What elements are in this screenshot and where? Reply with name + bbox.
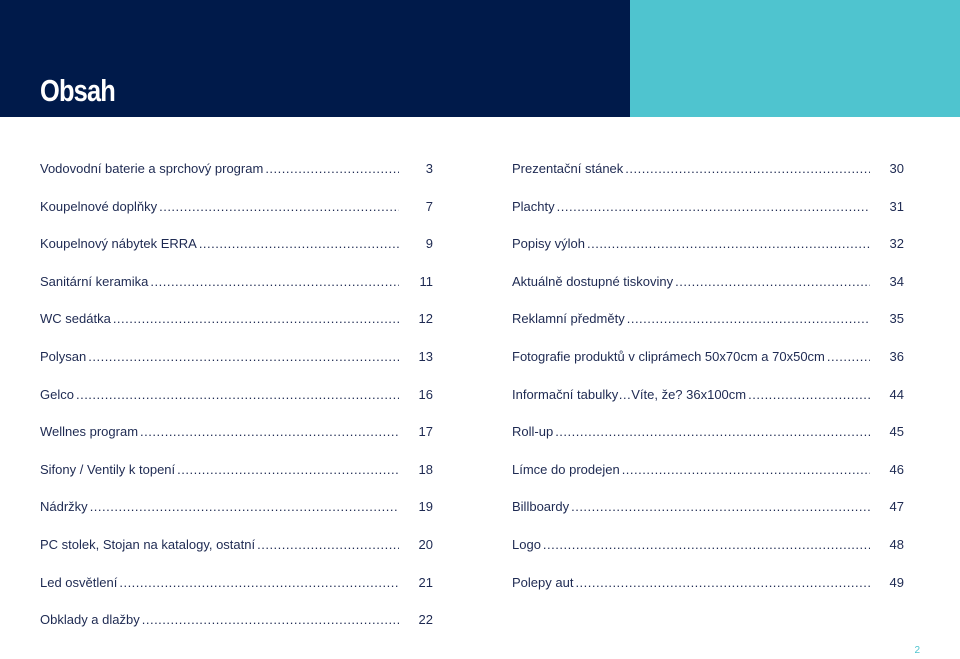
toc-entry-page: 11 — [419, 273, 433, 289]
toc-entry-label: Led osvětlení — [40, 574, 118, 590]
toc-entry-page: 44 — [889, 386, 904, 402]
toc-leader-dots — [675, 270, 870, 294]
toc-entry-page: 35 — [889, 311, 904, 327]
toc-entry-page: 32 — [889, 236, 904, 252]
toc-left-column — [40, 157, 433, 646]
toc-entry-label: PC stolek, Stojan na katalogy, ostatní — [40, 536, 256, 552]
toc-entry-page: 17 — [418, 424, 433, 440]
toc-entry-label: Koupelnový nábytek ERRA — [40, 236, 197, 252]
toc-entry-label: Sifony / Ventily k topení — [40, 461, 176, 477]
toc-entry-page: 20 — [418, 536, 433, 552]
toc-entry-label: Polysan — [40, 348, 87, 364]
toc-leader-dots — [557, 195, 870, 219]
toc-entry[interactable] — [40, 458, 433, 496]
toc-entry-label: Límce do prodejen — [512, 461, 620, 477]
toc-entry-label: Vodovodní baterie a sprchový program — [40, 161, 264, 176]
toc-entry-page: 22 — [418, 612, 433, 628]
toc-leader-dots — [265, 157, 399, 181]
toc-entry[interactable] — [40, 157, 433, 195]
toc-entry-page: 16 — [418, 386, 433, 402]
toc-entry[interactable] — [512, 383, 904, 421]
toc-entry[interactable] — [40, 345, 433, 383]
toc-leader-dots — [748, 383, 870, 407]
toc-entry-page: 47 — [889, 499, 904, 515]
toc-entry[interactable] — [512, 270, 904, 308]
toc-entry-label: Polepy aut — [512, 574, 574, 590]
toc-leader-dots — [90, 495, 399, 519]
toc-leader-dots — [119, 571, 399, 595]
toc-entry-page: 9 — [425, 236, 433, 252]
toc-entry[interactable] — [40, 495, 433, 533]
toc-entry-page: 48 — [889, 536, 904, 552]
toc-leader-dots — [587, 232, 870, 256]
toc-entry[interactable] — [512, 232, 904, 270]
toc-entry[interactable] — [512, 571, 904, 609]
toc-leader-dots — [142, 608, 399, 632]
toc-entry[interactable] — [512, 420, 904, 458]
toc-leader-dots — [622, 458, 870, 482]
toc-entry[interactable] — [512, 495, 904, 533]
toc-entry[interactable] — [40, 232, 433, 270]
toc-leader-dots — [177, 458, 399, 482]
toc-leader-dots — [76, 383, 399, 407]
page-title: Obsah — [40, 73, 116, 108]
toc-leader-dots — [627, 307, 870, 331]
toc-entry-page: 45 — [889, 424, 904, 440]
toc-entry[interactable] — [40, 608, 433, 646]
toc-entry[interactable] — [512, 157, 904, 195]
toc-entry-page: 19 — [418, 499, 433, 515]
toc-leader-dots — [571, 495, 870, 519]
toc-entry-page: 34 — [889, 273, 904, 289]
toc-leader-dots — [543, 533, 870, 557]
header-band — [0, 0, 630, 117]
toc-leader-dots — [159, 195, 399, 219]
toc-entry-page: 7 — [425, 198, 433, 214]
toc-entry-page: 36 — [889, 348, 904, 364]
toc-entry-page: 12 — [418, 311, 433, 327]
toc-entry-label: Nádržky — [40, 499, 88, 515]
toc-entry-page: 31 — [889, 198, 904, 214]
toc-entry-page: 49 — [889, 574, 904, 590]
toc-leader-dots — [555, 420, 870, 444]
toc-entry-label: Reklamní předměty — [512, 311, 625, 327]
toc-entry-label: Koupelnové doplňky — [40, 198, 158, 214]
toc-leader-dots — [199, 232, 399, 256]
toc-entry[interactable] — [40, 270, 433, 308]
toc-entry[interactable] — [40, 307, 433, 345]
toc-entry[interactable] — [512, 307, 904, 345]
toc-leader-dots — [113, 307, 399, 331]
toc-entry[interactable] — [40, 533, 433, 571]
toc-entry-page: 21 — [418, 574, 433, 590]
toc-leader-dots — [575, 571, 870, 595]
toc-entry[interactable] — [40, 420, 433, 458]
toc-entry-label: Logo — [512, 536, 541, 552]
toc-entry[interactable] — [40, 571, 433, 609]
toc-entry[interactable] — [40, 383, 433, 421]
toc-entry-label: Informační tabulky…Víte, že? 36x100cm — [512, 386, 747, 402]
toc-entry[interactable] — [512, 345, 904, 383]
toc-entry-page: 3 — [425, 161, 433, 176]
toc-entry-label: Billboardy — [512, 499, 570, 515]
toc-entry-label: WC sedátka — [40, 311, 111, 327]
toc-entry[interactable] — [40, 195, 433, 233]
toc-entry-label: Wellnes program — [40, 424, 139, 440]
toc-entry-label: Fotografie produktů v cliprámech 50x70cm a 70x50cm — [512, 348, 825, 364]
toc-entry-page: 46 — [889, 461, 904, 477]
toc-entry-label: Plachty — [512, 198, 555, 214]
toc-entry-label: Sanitární keramika — [40, 273, 149, 289]
toc-entry-page: 30 — [889, 161, 904, 176]
toc-leader-dots — [150, 270, 399, 294]
toc-entry-label: Roll-up — [512, 424, 554, 440]
toc-entry[interactable] — [512, 533, 904, 571]
toc-leader-dots — [88, 345, 399, 369]
toc-leader-dots — [257, 533, 399, 557]
toc-leader-dots — [140, 420, 399, 444]
accent-band — [630, 0, 960, 117]
toc-entry-label: Gelco — [40, 386, 74, 402]
toc-leader-dots — [827, 345, 870, 369]
page-number: 2 — [914, 645, 920, 656]
toc-entry-label: Prezentační stánek — [512, 161, 624, 176]
toc-entry[interactable] — [512, 458, 904, 496]
toc-entry-label: Popisy výloh — [512, 236, 585, 252]
toc-leader-dots — [625, 157, 870, 181]
toc-right-column — [512, 157, 904, 608]
toc-entry-page: 18 — [418, 461, 433, 477]
toc-entry-page: 13 — [418, 348, 433, 364]
toc-entry-label: Obklady a dlažby — [40, 612, 140, 628]
toc-entry-label: Aktuálně dostupné tiskoviny — [512, 273, 674, 289]
toc-entry[interactable] — [512, 195, 904, 233]
